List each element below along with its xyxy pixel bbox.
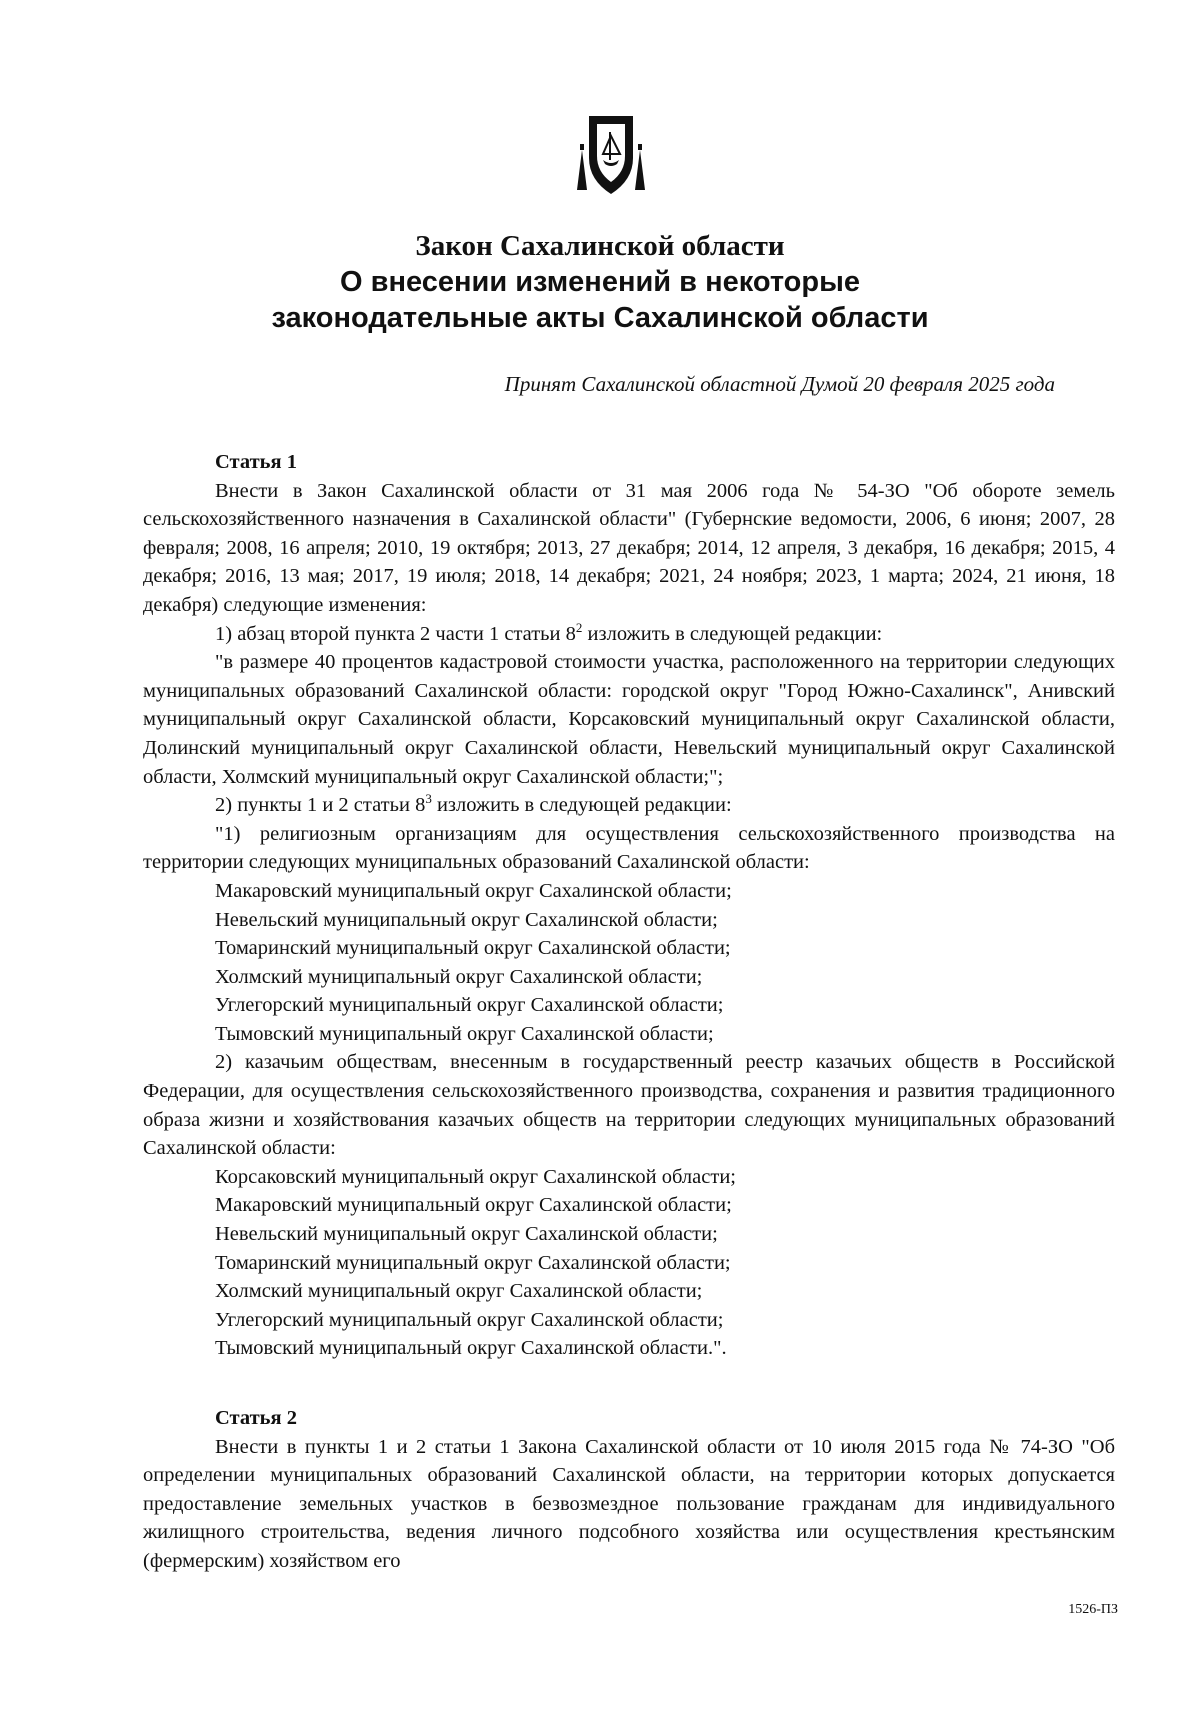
document-code: 1526-ПЗ [1068,1602,1118,1617]
list-item: Холмский муниципальный округ Сахалинской области; [215,1280,703,1303]
article-1 [143,448,1115,1363]
article-2-heading: Статья 2 [215,1407,297,1429]
list-item: Углегорский муниципальный округ Сахалинской области; [215,1308,724,1331]
list-item: Корсаковский муниципальный округ Сахалинской области; [215,1165,736,1188]
list-item: Томаринский муниципальный округ Сахалинской области; [215,1251,731,1274]
article-1-item-2-point-1: "1) религиозным организациям для осуществления сельскохозяйственного производства на территории следующих муниципальных образований Сахалинской области: [143,822,1115,874]
list-item: Тымовский муниципальный округ Сахалинской области; [215,1022,714,1045]
list-item: Макаровский муниципальный округ Сахалинской области; [215,879,732,902]
title-line-1: Закон Сахалинской области [415,230,785,262]
article-1-heading: Статья 1 [215,451,297,473]
article-1-intro: Внести в Закон Сахалинской области от 31 мая 2006 года № 54-ЗО "Об обороте земель сельскохозяйственного назначения в Сахалинской области" (Губернские ведомости, 2006, 6 июня; 2007, 28 февраля; 2008, 16 апреля; 2010, 19 октября; 2013, 27 декабря; 2014, 12 апреля, 3 декабря, 16 декабря; 2015, 4 декабря; 2016, 13 мая; 2017, 19 июля; 2018, 14 декабря; 2021, 24 ноября; 2023, 1 марта; 2024, 21 июня, 18 декабря) следующие изменения: [143,479,1115,616]
list-item: Холмский муниципальный округ Сахалинской области; [215,965,703,988]
list-item: Невельский муниципальный округ Сахалинской области; [215,908,718,931]
list-item: Углегорский муниципальный округ Сахалинской области; [215,994,724,1017]
title-line-3: законодательные акты Сахалинской области [271,302,929,334]
article-1-item-1-quote: "в размере 40 процентов кадастровой стоимости участка, расположенного на территории следующих муниципальных образований Сахалинской области: городской округ "Город Южно-Сахалинск", Анивский муниципальный округ Сахалинской области, Корсаковский муниципальный округ Сахалинской области, Долинский муниципальный округ Сахалинской области, Невельский муниципальный округ Сахалинской области, Холмский муниципальный округ Сахалинской области;"; [143,651,1115,788]
article-2-text: Внести в пункты 1 и 2 статьи 1 Закона Сахалинской области от 10 июля 2015 года № 74-ЗО "Об определении муниципальных образований Сахалинской области, на территории которых допускается предоставление земельных участков в безвозмездное пользование гражданам для индивидуального жилищного строительства, ведения личного подсобного хозяйства или осуществления крестьянским (фермерским) хозяйством его [143,1435,1115,1572]
list-item: Тымовский муниципальный округ Сахалинской области.". [215,1337,727,1360]
law-title [140,228,1060,336]
article-1-item-2-point-2: 2) казачьим обществам, внесенным в государственный реестр казачьих обществ в Российской Федерации, для осуществления сельскохозяйственного производства, сохранения и развития традиционного образа жизни и хозяйствования казачьих обществ на территории следующих муниципальных образований Сахалинской области: [143,1051,1115,1160]
list-item: Томаринский муниципальный округ Сахалинской области; [215,937,731,960]
list-item: Макаровский муниципальный округ Сахалинской области; [215,1194,732,1217]
article-1-item-1: 1) абзац второй пункта 2 части 1 статьи $8^2$ изложить в следующей редакции: [215,619,883,645]
article-1-item-2: 2) пункты 1 и 2 статьи $8^3$ изложить в следующей редакции: [215,791,732,817]
adoption-note: Принят Сахалинской областной Думой 20 февраля 2025 года [504,372,1055,396]
list-item: Невельский муниципальный округ Сахалинской области; [215,1223,718,1246]
title-line-2: О внесении изменений в некоторые [340,266,860,298]
sakhalin-coat-of-arms-icon [575,110,647,196]
article-2 [143,1404,1115,1576]
